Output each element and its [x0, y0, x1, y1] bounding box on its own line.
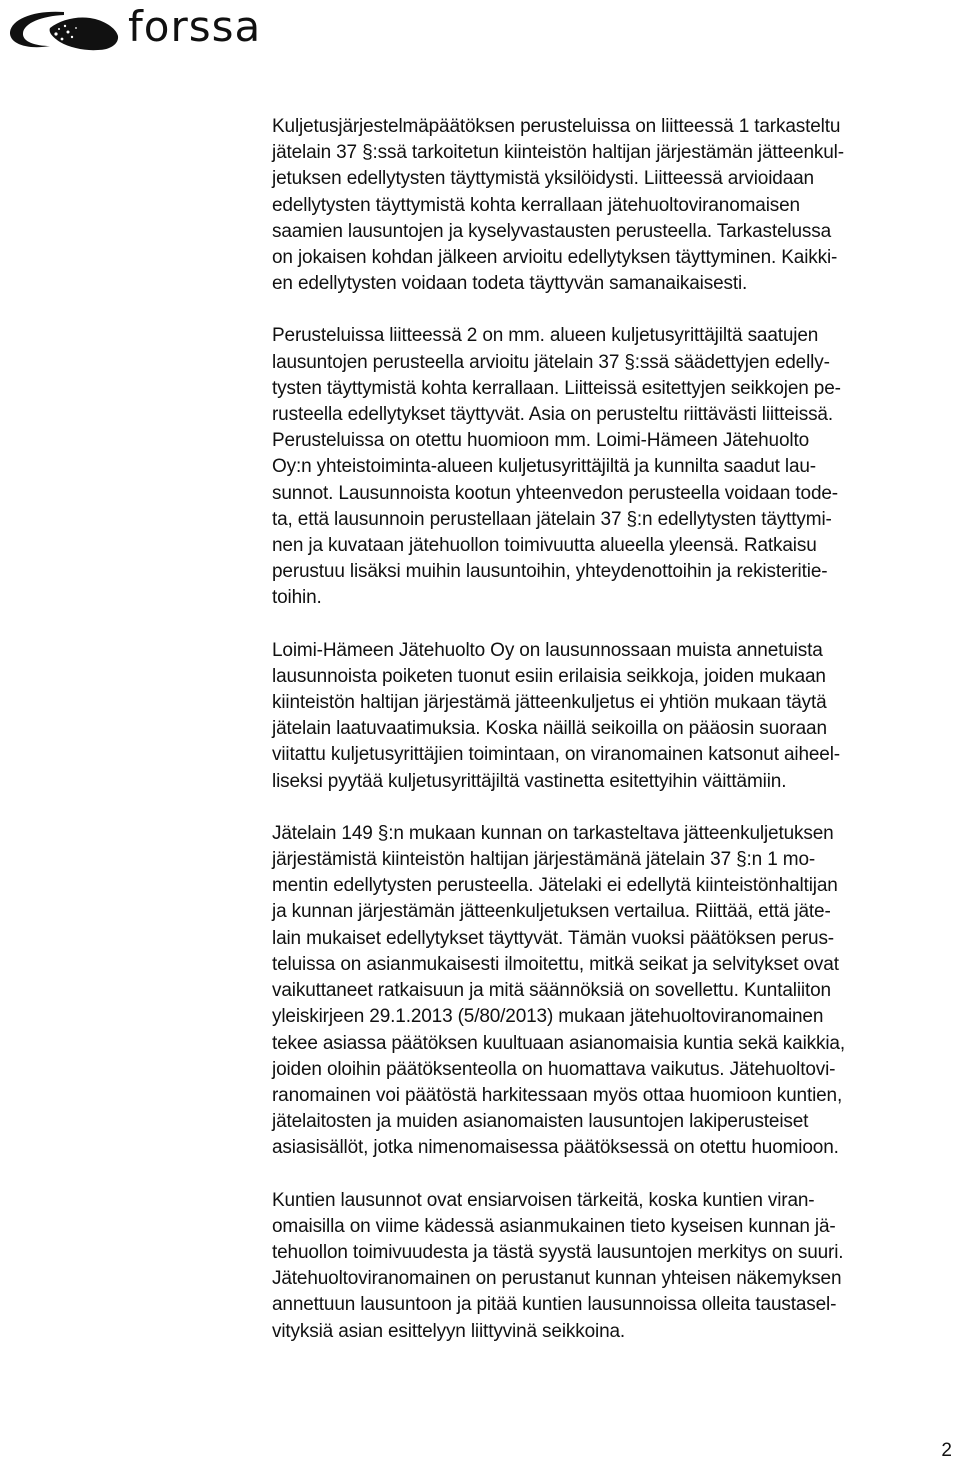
text-line: on jokaisen kohdan jälkeen arvioitu edellytyksen täyttyminen. Kaikki- — [272, 247, 838, 269]
text-line: Perusteluissa on otettu huomioon mm. Loimi-Hämeen Jätehuolto — [272, 430, 810, 452]
text-line: en edellytysten voidaan todeta täyttyvän samanaikaisesti. — [272, 273, 748, 295]
text-line: lausuntojen perusteella arvioitu jätelain 37 §:ssä säädettyjen edelly- — [272, 351, 830, 373]
text-line: ranomainen voi päätöstä harkitessaan myös ottaa huomioon kuntien, — [272, 1084, 843, 1106]
paragraph — [272, 323, 956, 611]
text-line: mentin edellytysten perusteella. Jätelaki ei edellytä kiinteistönhaltijan — [272, 875, 838, 897]
text-line: yleiskirjeen 29.1.2013 (5/80/2013) mukaan jätehuoltoviranomainen — [272, 1006, 824, 1028]
text-line: jätelaitosten ja muiden asianomaisten lausuntojen lakiperusteiset — [272, 1111, 809, 1133]
logo-text: forssa — [128, 2, 262, 51]
text-line: lausunnoista poiketen tuonut esiin erilaisia seikkoja, joiden mukaan — [272, 665, 826, 687]
text-line: edellytysten täyttymistä kohta kerrallaan jätehuoltoviranomaisen — [272, 194, 800, 216]
text-line: ja kunnan järjestämän jätteenkuljetuksen vertailua. Riittää, että jäte- — [272, 901, 831, 923]
text-line: Kuljetusjärjestelmäpäätöksen perusteluissa on liitteessä 1 tarkasteltu — [272, 116, 841, 137]
text-line: kiinteistön haltijan järjestämä jätteenkuljetus ei yhtiön mukaan täytä — [272, 692, 827, 714]
text-line: toihin. — [272, 587, 322, 609]
text-line: tysten täyttymistä kohta kerrallaan. Liitteissä esitettyjen seikkojen pe- — [272, 377, 841, 399]
text-line: omaisilla on viime kädessä asianmukainen tieto kyseisen kunnan jä- — [272, 1215, 836, 1237]
text-line: ta, että lausunnoin perustellaan jätelain 37 §:n edellytysten täyttymi- — [272, 508, 832, 530]
paragraph — [272, 638, 956, 795]
text-line: perustuu lisäksi muihin lausuntoihin, yhteydenottoihin ja rekisteritie- — [272, 561, 828, 583]
paragraph — [272, 114, 956, 297]
text-line: rusteella edellytykset täyttyvät. Asia on perusteltu riittävästi liitteissä. — [272, 404, 833, 426]
text-line: annettuun lausuntoon ja pitää kuntien lausunnoissa olleita taustasel- — [272, 1294, 837, 1316]
text-line: jätelain 37 §:ssä tarkoitetun kiinteistön haltijan järjestämän jätteenkul- — [272, 142, 844, 164]
text-line: sunnot. Lausunnoista kootun yhteenvedon perusteella voidaan tode- — [272, 482, 838, 504]
text-line: Loimi-Hämeen Jätehuolto Oy on lausunnossaan muista annetuista — [272, 639, 823, 661]
forssa-logo — [6, 2, 262, 54]
text-line: saamien lausuntojen ja kyselyvastausten perusteella. Tarkastelussa — [272, 220, 832, 242]
text-line: liseksi pyytää kuljetusyrittäjiltä vastinetta esitettyihin väittämiin. — [272, 770, 787, 792]
document-body — [272, 114, 956, 1345]
text-line: joiden oloihin päätöksenteolla on huomattava vaikutus. Jätehuoltovi- — [272, 1058, 836, 1080]
paragraph — [272, 821, 956, 1162]
text-line: Perusteluissa liitteessä 2 on mm. alueen kuljetusyrittäjiltä saatujen — [272, 325, 819, 347]
text-line: nen ja kuvataan jätehuollon toimivuutta alueella yleensä. Ratkaisu — [272, 535, 817, 557]
text-line: Oy:n yhteistoiminta-alueen kuljetusyrittäjiltä ja kunnilta saadut lau- — [272, 456, 816, 478]
forssa-logo-mark-icon — [6, 6, 124, 54]
text-line: Kuntien lausunnot ovat ensiarvoisen tärkeitä, koska kuntien viran- — [272, 1189, 815, 1211]
text-line: vityksiä asian esittelyyn liittyvinä seikkoina. — [272, 1320, 626, 1342]
text-line: järjestämistä kiinteistön haltijan järjestämänä jätelain 37 §:n 1 mo- — [272, 849, 816, 871]
text-line: lain mukaiset edellytykset täyttyvät. Tämän vuoksi päätöksen perus- — [272, 927, 834, 949]
text-line: Jätehuoltoviranomainen on perustanut kunnan yhteisen näkemyksen — [272, 1268, 842, 1290]
text-line: tekee asiassa päätöksen kuultuaan asianomaisia kuntia sekä kaikkia, — [272, 1032, 845, 1054]
text-line: vaikuttaneet ratkaisuun ja mitä säännöksiä on sovellettu. Kuntaliiton — [272, 980, 831, 1002]
paragraph — [272, 1188, 956, 1345]
text-line: jetuksen edellytysten täyttymistä yksilöidysti. Liitteessä arvioidaan — [272, 168, 814, 190]
text-line: teluissa on asianmukaisesti ilmoitettu, mitkä seikat ja selvitykset ovat — [272, 953, 839, 975]
text-line: asiasisällöt, jotka nimenomaisessa päätöksessä on otettu huomioon. — [272, 1137, 839, 1159]
text-line: Jätelain 149 §:n mukaan kunnan on tarkasteltava jätteenkuljetuksen — [272, 822, 834, 844]
text-line: jätelain laatuvaatimuksia. Koska näillä seikoilla on pääosin suoraan — [272, 718, 827, 740]
text-line: tehuollon toimivuudesta ja tästä syystä lausuntojen merkitys on suuri. — [272, 1241, 844, 1263]
page-number: 2 — [941, 1440, 952, 1461]
text-line: viitattu kuljetusyrittäjien toimintaan, on viranomainen katsonut aiheel- — [272, 744, 840, 766]
